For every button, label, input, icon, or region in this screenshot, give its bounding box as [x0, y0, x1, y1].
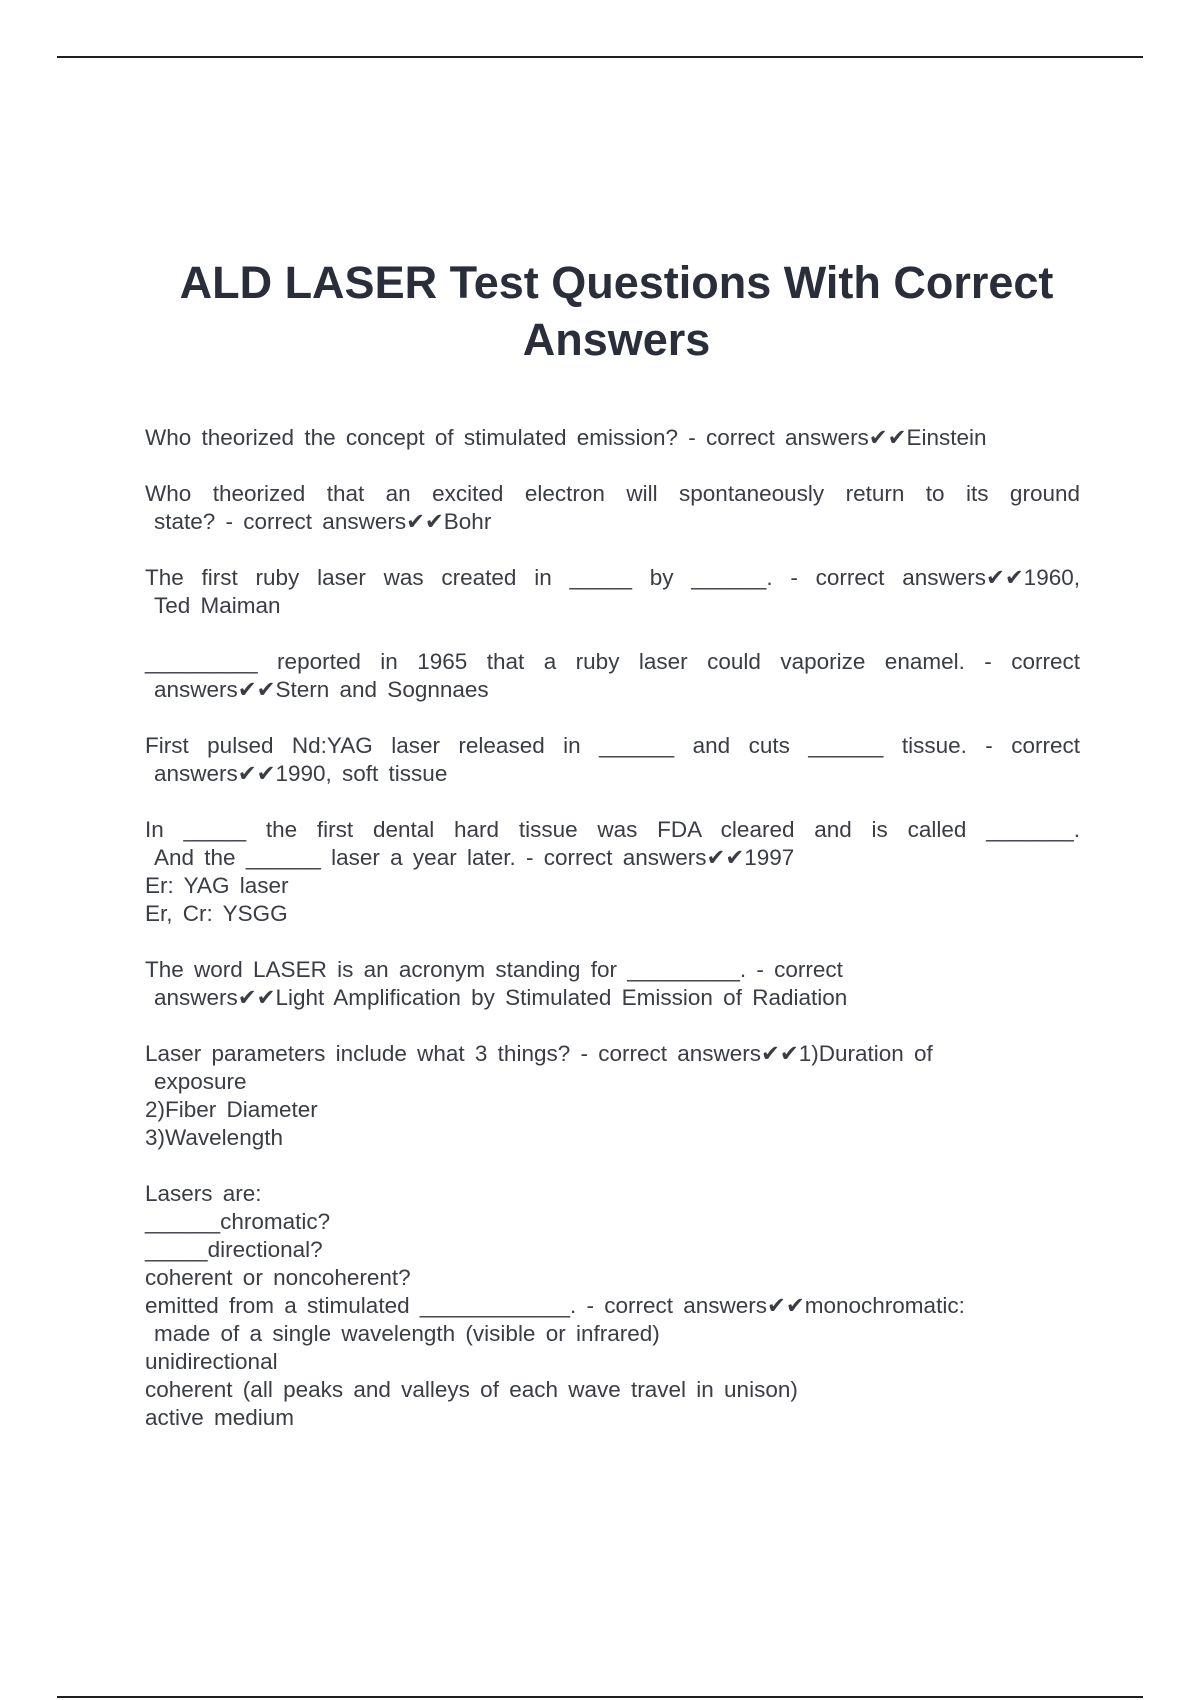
bottom-rule: [57, 1696, 1143, 1698]
top-rule: [57, 56, 1143, 58]
qa-item-5: [145, 732, 1080, 788]
qa-line: Er: YAG laser: [145, 873, 289, 898]
qa-item-9: [145, 1180, 1080, 1432]
qa-line: Ted Maiman: [154, 593, 281, 618]
qa-line: coherent or noncoherent?: [145, 1265, 411, 1290]
qa-line: ______chromatic?: [145, 1209, 331, 1234]
title-line-1: ALD LASER Test Questions With Correct: [179, 257, 1054, 308]
qa-item-2: [145, 480, 1080, 536]
qa-line: Who theorized the concept of stimulated emission? - correct answers✔✔Einstein: [145, 425, 987, 450]
qa-line: _____directional?: [145, 1237, 323, 1262]
qa-item-7: [145, 956, 1080, 1012]
qa-line: Who theorized that an excited electron will spontaneously return to its ground: [145, 481, 1080, 506]
qa-line: exposure: [154, 1069, 247, 1094]
qa-line: Er, Cr: YSGG: [145, 901, 288, 926]
qa-line: 2)Fiber Diameter: [145, 1097, 318, 1122]
qa-item-6: [145, 816, 1080, 928]
qa-line: And the ______ laser a year later. - correct answers✔✔1997: [154, 845, 795, 870]
title-line-2: Answers: [522, 314, 711, 365]
qa-line: coherent (all peaks and valleys of each wave travel in unison): [145, 1377, 798, 1402]
qa-item-1: [145, 424, 1080, 452]
qa-line: answers✔✔Stern and Sognnaes: [154, 677, 489, 702]
qa-line: In _____ the first dental hard tissue was FDA cleared and is called _______.: [145, 817, 1080, 842]
qa-line: active medium: [145, 1405, 295, 1430]
qa-item-3: [145, 564, 1080, 620]
qa-line: The word LASER is an acronym standing for _________. - correct: [145, 957, 843, 982]
qa-item-4: [145, 648, 1080, 704]
qa-line: 3)Wavelength: [145, 1125, 283, 1150]
qa-line: Lasers are:: [145, 1181, 262, 1206]
qa-line: answers✔✔Light Amplification by Stimulated Emission of Radiation: [154, 985, 848, 1010]
qa-line: unidirectional: [145, 1349, 278, 1374]
qa-line: Laser parameters include what 3 things? - correct answers✔✔1)Duration of: [145, 1041, 933, 1066]
qa-line: state? - correct answers✔✔Bohr: [154, 509, 492, 534]
qa-line: The first ruby laser was created in _____ by ______. - correct answers✔✔1960,: [145, 565, 1080, 590]
qa-line: answers✔✔1990, soft tissue: [154, 761, 448, 786]
qa-item-8: [145, 1040, 1080, 1152]
qa-line: First pulsed Nd:YAG laser released in ______ and cuts ______ tissue. - correct: [145, 733, 1080, 758]
qa-line: emitted from a stimulated ____________. - correct answers✔✔monochromatic:: [145, 1293, 965, 1318]
page-title: [120, 254, 1113, 368]
qa-line: _________ reported in 1965 that a ruby laser could vaporize enamel. - correct: [145, 649, 1080, 674]
qa-line: made of a single wavelength (visible or infrared): [154, 1321, 660, 1346]
qa-list: [145, 424, 1080, 1460]
